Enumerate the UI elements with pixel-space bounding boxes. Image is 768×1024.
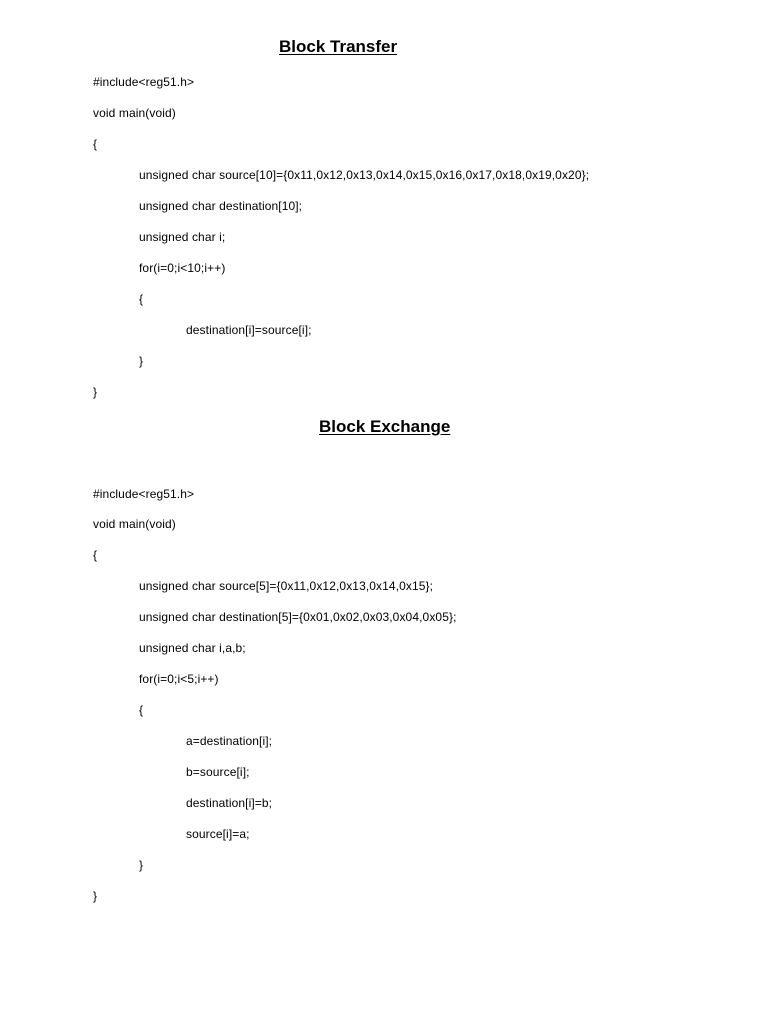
- section-title-block-exchange: Block Exchange: [319, 417, 451, 436]
- code-line: unsigned char i;: [139, 230, 226, 244]
- section-title-block-transfer: Block Transfer: [279, 37, 398, 56]
- code-line: unsigned char source[10]={0x11,0x12,0x13,0x14,0x15,0x16,0x17,0x18,0x19,0x20};: [139, 168, 590, 182]
- code-line: destination[i]=source[i];: [186, 323, 312, 337]
- code-line: a=destination[i];: [186, 734, 273, 748]
- code-line: source[i]=a;: [186, 827, 250, 841]
- code-line: for(i=0;i<10;i++): [139, 261, 226, 275]
- code-line: {: [139, 703, 144, 717]
- code-line: }: [93, 385, 98, 399]
- code-line: {: [139, 292, 144, 306]
- code-line: for(i=0;i<5;i++): [139, 672, 219, 686]
- code-line: unsigned char destination[10];: [139, 199, 303, 213]
- code-line: }: [139, 354, 144, 368]
- code-line: #include<reg51.h>: [93, 487, 195, 501]
- code-line: {: [93, 548, 98, 562]
- code-line: #include<reg51.h>: [93, 75, 195, 89]
- code-line: void main(void): [93, 517, 176, 531]
- code-line: }: [93, 889, 98, 903]
- code-line: unsigned char destination[5]={0x01,0x02,0x03,0x04,0x05};: [139, 610, 457, 624]
- code-line: unsigned char i,a,b;: [139, 641, 246, 655]
- code-line: b=source[i];: [186, 765, 250, 779]
- code-line: void main(void): [93, 106, 176, 120]
- code-line: }: [139, 858, 144, 872]
- code-line: destination[i]=b;: [186, 796, 273, 810]
- code-line: unsigned char source[5]={0x11,0x12,0x13,0x14,0x15};: [139, 579, 434, 593]
- code-line: {: [93, 137, 98, 151]
